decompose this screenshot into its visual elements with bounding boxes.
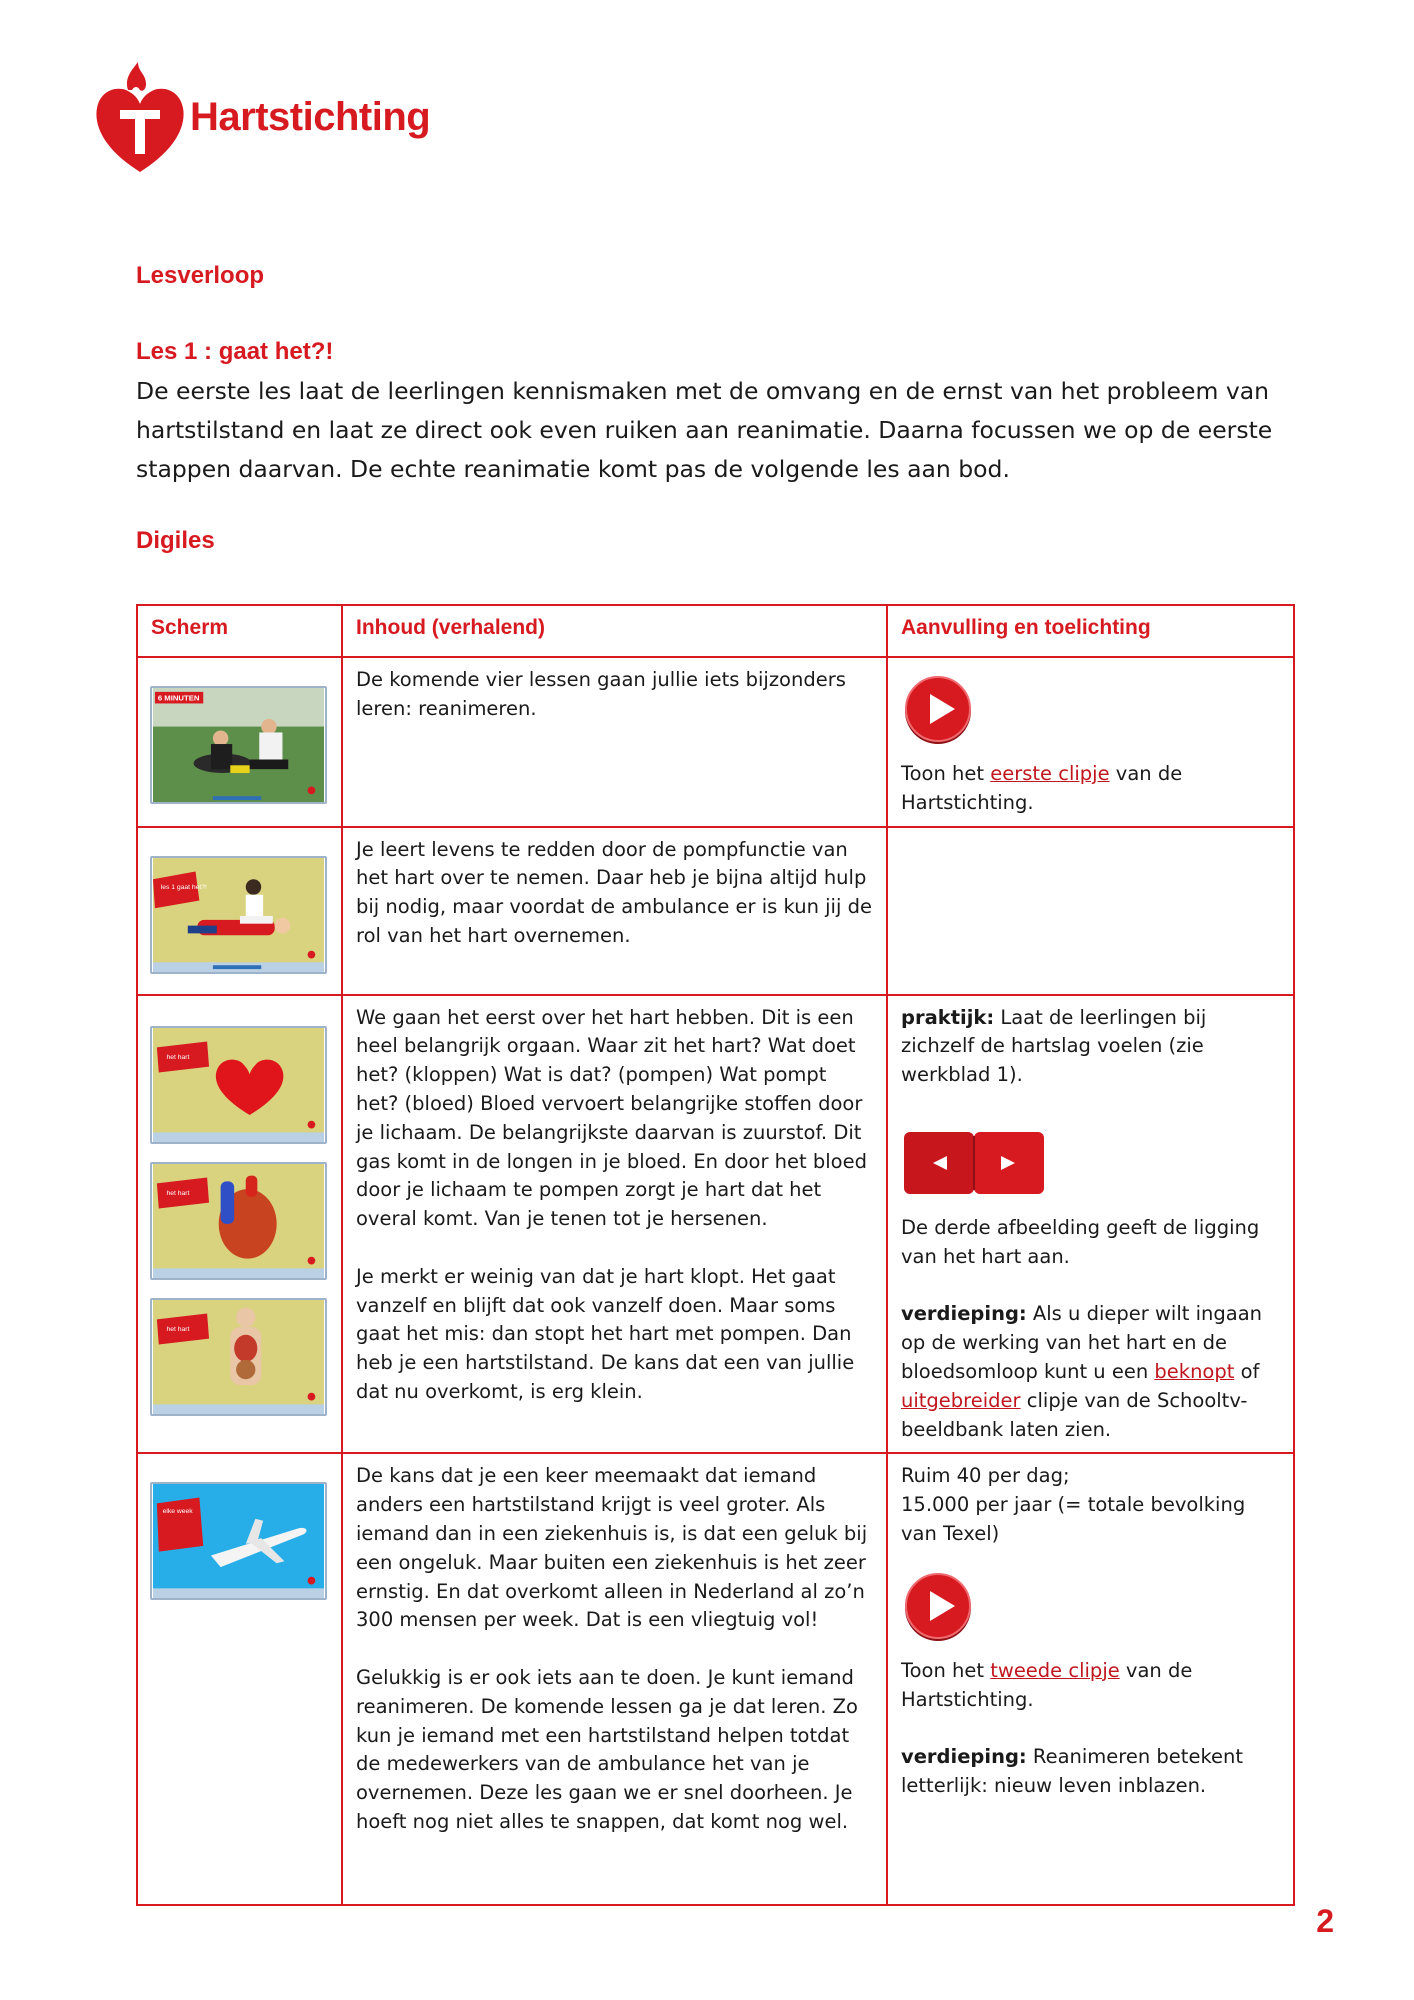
- slide-thumbnail-airplane[interactable]: [150, 1482, 327, 1600]
- notes-cell: [887, 657, 1294, 827]
- intro-paragraph: De eerste les laat de leerlingen kennismaken met de omvang en de ernst van het probleem van hartstilstand en laat ze direct ook even ruiken aan reanimatie. Daarna focussen we op de eerste stappen daarvan. De echte reanimatie komt pas de volgende les aan bod.: [136, 377, 1273, 483]
- notes-cell: [887, 1453, 1294, 1905]
- slide-label: les 1 gaat het?!: [160, 883, 207, 891]
- slide-label: het hart: [166, 1189, 190, 1197]
- slide-navigation: [903, 1130, 1045, 1196]
- screen-cell: [137, 657, 342, 827]
- heart-flame-logo-icon: [96, 62, 183, 172]
- slide-thumbnail-heart-anatomy[interactable]: [150, 1162, 327, 1280]
- deepening-note: verdieping: Als u dieper wilt ingaan op de werking van het hart en de bloedsomloop kunt u een beknopt of uitgebreider clipje van de Schooltv-beeldbank laten zien.: [901, 1302, 1262, 1441]
- screen-cell: [137, 1453, 342, 1905]
- slide-label: elke week: [162, 1508, 193, 1516]
- page-number: 2: [1316, 1903, 1334, 1939]
- header-notes: Aanvulling en toelichting: [887, 605, 1294, 657]
- slide-thumbnail-heart[interactable]: [150, 1026, 327, 1144]
- hartstichting-logo: [92, 60, 452, 178]
- table-row: [137, 827, 1294, 995]
- notes-cell: [887, 827, 1294, 995]
- content-paragraph: Gelukkig is er ook iets aan te doen. Je kunt iemand reanimeren. De komende lessen ga je dat leren. Zo kun je iemand met een hartstilstand helpen totdat de medewerkers van de ambulance het van je overnemen. Deze les gaan we er snel doorheen. Je hoeft nog niet alles te snappen, dat komt nog wel.: [356, 1665, 858, 1833]
- play-button-icon[interactable]: [903, 1571, 973, 1641]
- table-header-row: [137, 605, 1294, 657]
- play-button-icon[interactable]: [903, 674, 973, 744]
- first-clip-link[interactable]: eerste clipje: [990, 762, 1110, 785]
- table-row: [137, 1453, 1294, 1905]
- stats-line: 15.000 per jaar (= totale bevolking van Texel): [901, 1493, 1246, 1545]
- arrow-right-icon[interactable]: [974, 1132, 1044, 1194]
- section-heading: Lesverloop: [136, 262, 265, 289]
- brand-name: Hartstichting: [190, 95, 431, 139]
- table-row: [137, 995, 1294, 1454]
- content-paragraph: De komende vier lessen gaan jullie iets bijzonders leren: reanimeren.: [356, 668, 846, 720]
- content-paragraph: Je merkt er weinig van dat je hart klopt. Het gaat vanzelf en blijft dat ook vanzelf doen. Maar soms gaat het mis: dan stopt het hart met pompen. Dan heb je een hartstilstand. De kans dat een van jullie dat nu overkomt, is erg klein.: [356, 1264, 855, 1403]
- slide-thumbnail-cpr-photo[interactable]: [150, 686, 327, 804]
- clip-instruction: Toon het eerste clipje van de Hartstichting.: [901, 762, 1183, 814]
- content-paragraph: We gaan het eerst over het hart hebben. Dit is een heel belangrijk orgaan. Waar zit het hart? Wat doet het? (kloppen) Wat is dat? (pompen) Wat pompt het? (bloed) Bloed vervoert belangrijke stoffen door je lichaam. De belangrijkste daarvan is zuurstof. Dit gas komt in de longen in je bloed. En door het bloed door je lichaam te pompen zorgt je hart dat het overal komt. Van je tenen tot je hersenen.: [356, 1005, 867, 1231]
- arrow-left-icon[interactable]: [904, 1132, 974, 1194]
- lesson-table: [136, 604, 1295, 1906]
- slide-thumbnail-body-anatomy[interactable]: [150, 1298, 327, 1416]
- slide-label: het hart: [166, 1325, 190, 1333]
- extended-clip-link[interactable]: uitgebreider: [901, 1388, 1021, 1412]
- header-screen: Scherm: [137, 605, 342, 657]
- screen-cell: [137, 995, 342, 1454]
- table-row: [137, 657, 1294, 827]
- content-paragraph: Je leert levens te redden door de pompfunctie van het hart over te nemen. Daar heb je bijna altijd hulp bij nodig, maar voordat de ambulance er is kun jij de rol van het hart overnemen.: [356, 837, 872, 947]
- lesson-title: Les 1 : gaat het?!: [136, 338, 334, 365]
- notes-cell: [887, 995, 1294, 1454]
- content-cell: [342, 827, 887, 995]
- content-paragraph: De kans dat je een keer meemaakt dat iemand anders een hartstilstand krijgt is veel groter. Als iemand dan in een ziekenhuis is, is dat een geluk bij een ongeluk. Maar buiten een ziekenhuis is het zeer ernstig. En dat overkomt alleen in Nederland al zo’n 300 mensen per week. Dat is een vliegtuig vol!: [356, 1464, 868, 1632]
- content-cell: [342, 657, 887, 827]
- header-content: Inhoud (verhalend): [342, 605, 887, 657]
- digiles-heading: Digiles: [136, 527, 215, 554]
- third-image-note: De derde afbeelding geeft de ligging van het hart aan.: [901, 1215, 1260, 1268]
- slide-label: het hart: [166, 1053, 190, 1061]
- practice-note: praktijk: Laat de leerlingen bij zichzelf de hartslag voelen (zie werkblad 1).: [901, 1005, 1207, 1087]
- content-cell: [342, 995, 887, 1454]
- slide-label: 6 MINUTEN: [157, 693, 200, 703]
- screen-cell: [137, 827, 342, 995]
- slide-thumbnail-cpr-illustration[interactable]: [150, 856, 327, 974]
- stats-line: Ruim 40 per dag;: [901, 1464, 1070, 1488]
- second-clip-link[interactable]: tweede clipje: [990, 1658, 1120, 1682]
- brief-clip-link[interactable]: beknopt: [1154, 1359, 1235, 1383]
- deepening-note: verdieping: Reanimeren betekent letterlijk: nieuw leven inblazen.: [901, 1745, 1244, 1797]
- clip-instruction: Toon het tweede clipje van de Hartstichting.: [901, 1658, 1193, 1711]
- content-cell: [342, 1453, 887, 1905]
